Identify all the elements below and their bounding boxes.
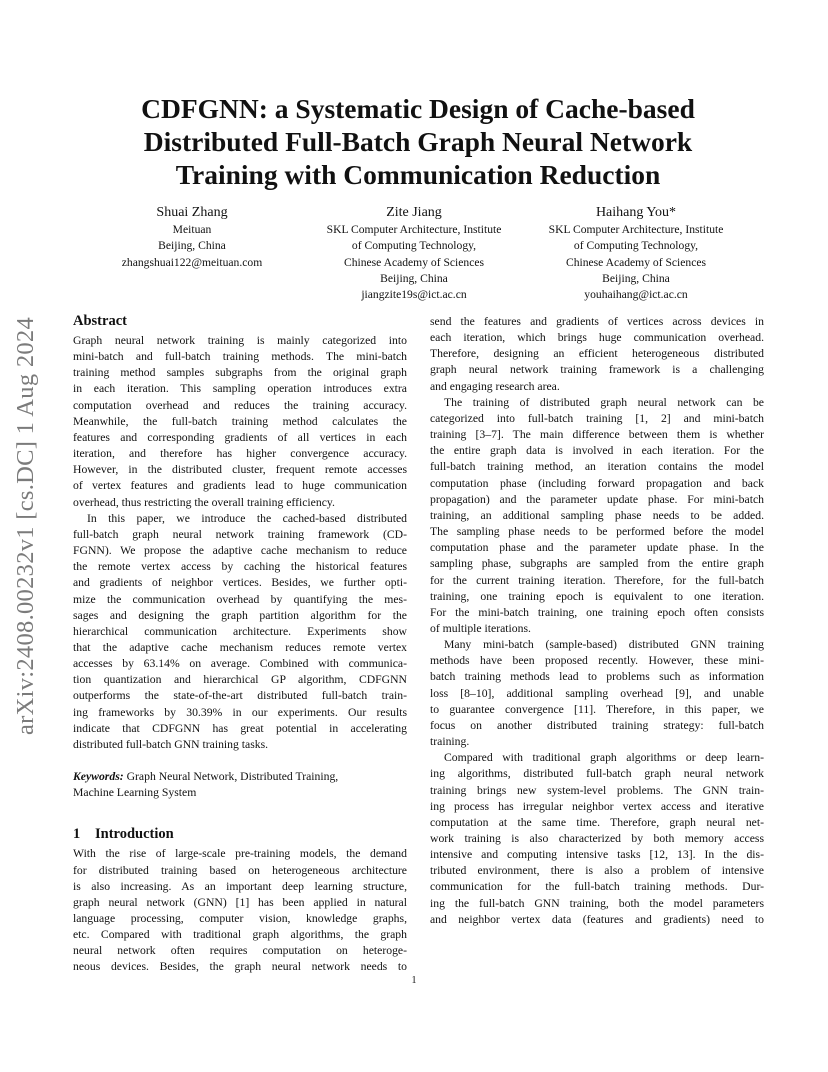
text-line: intensive and computing intensive tasks [12, 13]. In the dis- [430,848,764,862]
text-line: of multiple iterations. [430,621,531,635]
author-affiliation: of Computing Technology, [573,239,699,253]
section-heading [73,825,407,843]
body-paragraph [430,314,764,395]
text-line: Many mini-batch (sample-based) distributed GNN training [444,638,764,652]
text-line: and neighbor vertex data (features and gradients) need to [430,912,764,926]
text-line: mize the communication overhead by quantifying the mes- [73,592,407,606]
author-name: Haihang You* [595,205,677,220]
text-line: sampling phase, subgraphs are sampled from the entire graph [430,557,764,571]
text-line: sages and designing the graph partition algorithm for the [73,608,407,622]
author-location: Beijing, China [602,271,670,285]
text-line: the remote vertex access by caching the historical features [73,560,407,574]
text-line: is also increasing. As an important deep learning structure, [73,879,407,893]
text-line: computation at the same time. Therefore, graph neural net- [430,815,764,829]
text-line: for the current training iteration. Therefore, for the full-batch [430,573,764,587]
title-line: Training with Communication Reduction [175,159,661,190]
text-line: overhead, thus restricting the overall training efficiency. [73,495,335,509]
text-line: neural network often requires computation on heteroge- [73,944,407,958]
author-block [92,203,292,271]
text-line: training [3–7]. The main difference between them is whether [430,428,764,442]
text-line: work training is also characterized by both memory access [430,832,764,845]
text-line: ing algorithms, distributed full-batch graph neural network [430,767,764,781]
text-line: distributed full-batch GNN training tasks. [73,737,269,751]
text-line: graph neural network (GNN) [1] has been applied in natural [73,895,407,909]
abstract-heading: Abstract [73,313,127,329]
author-block [525,203,747,303]
author-affiliation: Chinese Academy of Sciences [343,255,485,269]
text-line: language processing, computer vision, knowledge graphs, [73,912,407,925]
text-line: FGNN). We propose the adaptive cache mechanism to reduce [73,544,407,558]
body-paragraph [430,395,764,637]
text-line: graph neural network training framework is a challenging [430,363,764,377]
text-line: ing process has irregular neighbor vertex access and iterative [430,799,764,813]
author-name: Shuai Zhang [156,205,228,220]
text-line: With the rise of large-scale pre-training models, the demand [73,847,407,861]
body-paragraph [430,750,764,928]
text-line: ing frameworks by 30.39% in our experiments. Our results [73,705,407,719]
text-line: the entire graph data is involved in each iteration. For the [430,444,764,458]
text-line: that the adaptive cache mechanism reduces remote vertex [73,640,407,654]
text-line: full-batch training method, an iteration contains the model [430,460,764,474]
text-line: hierarchical communication architecture. Experiments show [73,624,407,638]
left-column [73,312,407,976]
text-line: batch training methods lead to problems such as information [430,670,764,684]
text-line: accesses by 63.14% on average. Combined with communica- [73,657,407,671]
text-line: etc. Compared with traditional graph algorithms, the graph [73,928,407,942]
text-line: computation phase and the parameter update phase. In the [430,541,764,555]
text-line: computation phase (including forward propagation and back [430,476,764,490]
author-affiliation: SKL Computer Architecture, Institute [326,223,502,236]
paper-title [80,92,756,191]
text-line: iteration, and therefore has higher convergence accuracy. [73,447,407,461]
text-line [73,769,407,785]
text-line: training, an additional sampling phase needs to be added. [430,508,764,522]
text-line: However, in the distributed cluster, frequent remote accesses [73,463,407,477]
text-line: tributed environment, there is also a problem of intensive [430,864,764,878]
text-line: For the mini-batch training, one training epoch often consists [430,605,764,619]
text-line: send the features and gradients of vertices across devices in [430,315,764,328]
text-line: for distributed training based on heterogeneous architecture [73,863,407,877]
author-affiliation: Meituan [172,223,212,236]
text-line: Therefore, designing an efficient heterogeneous distributed [430,347,764,361]
author-affiliation: Chinese Academy of Sciences [565,255,707,269]
text-line: methods have been proposed recently. However, these mini- [430,654,764,668]
author-affiliation: SKL Computer Architecture, Institute [548,223,724,236]
author-email: jiangzite19s@ict.ac.cn [361,288,467,302]
author-location: Beijing, China [158,239,226,253]
author-affiliation: of Computing Technology, [351,239,477,253]
keywords-label: Keywords: [73,770,124,784]
text-line: each iteration, which brings huge communication overhead. [430,331,764,345]
text-line: neous devices. Besides, the graph neural network needs to [73,960,407,974]
text-line: training. [430,735,470,749]
page-number: 1 [411,975,417,986]
text-line: Machine Learning System [73,786,197,800]
text-line: propagation) and the parameter update phase. For mini-batch [430,492,764,506]
text-line: categorized into full-batch training [1, 2] and mini-batch [430,411,764,425]
text-line: training, one training epoch is equivalent to one iteration. [430,589,764,603]
text-line: and engaging research area. [430,379,560,393]
author-email: zhangshuai122@meituan.com [121,255,263,269]
section-number: 1 [73,826,81,843]
keywords-text: Graph Neural Network, Distributed Training, [123,770,339,784]
text-line: Compared with traditional graph algorithms or deep learn- [444,751,764,765]
text-line: in each iteration. This sampling operation introduces extra [73,382,407,396]
text-line: and gradients of neighbor vertices. Besides, we further opti- [73,576,407,590]
text-line: tion quantization and hierarchical GP algorithm, CDFGNN [73,673,407,687]
text-line: of vertex features and gradients lead to huge communication [73,479,407,493]
author-block [303,203,525,303]
text-line: ing the full-batch GNN training, both the model parameters [430,896,764,910]
text-line: full-batch graph neural network training framework (CD- [73,527,407,541]
arxiv-identifier: arXiv:2408.00232v1 [cs.DC] 1 Aug 2024 [12,316,39,736]
text-line: computation overhead and reduces the training accuracy. [73,398,407,412]
author-email: youhaihang@ict.ac.cn [584,288,688,302]
title-line: Distributed Full-Batch Graph Neural Network [143,126,693,157]
section-title: Introduction [95,826,174,843]
right-column [430,314,764,928]
text-line: outperforms the state-of-the-art distributed full-batch train- [73,689,407,703]
author-name: Zite Jiang [386,205,442,220]
abstract-paragraph [73,333,407,511]
text-line: The sampling phase needs to be performed before the model [430,525,764,539]
intro-paragraph [73,846,407,975]
text-line: mini-batch and full-batch training methods. The mini-batch [73,350,407,364]
text-line: features and corresponding gradients of all vertices in each [73,430,407,444]
text-line: indicate that CDFGNN has great potential in accelerating [73,721,407,735]
arxiv-sidebar [8,288,44,764]
text-line: The training of distributed graph neural network can be [444,395,764,409]
text-line: focus on another distributed training strategy: full-batch [430,718,764,732]
text-line: communication for the full-batch training methods. Dur- [430,880,764,894]
text-line: Meanwhile, the full-batch training method calculates the [73,414,407,428]
text-line: training method samples subgraphs from the original graph [73,366,407,380]
text-line: Graph neural network training is mainly categorized into [73,334,407,347]
title-line: CDFGNN: a Systematic Design of Cache-based [141,93,695,124]
keywords [73,769,407,801]
text-line: training brings new system-level problems. The GNN train- [430,783,764,797]
text-line: loss [8–10], additional sampling overhead [9], and unable [430,686,764,700]
text-line: In this paper, we introduce the cached-based distributed [87,511,407,525]
text-line: to guarantee convergence [11]. Therefore, in this paper, we [430,702,764,716]
abstract-paragraph [73,511,407,753]
author-location: Beijing, China [380,271,448,285]
body-paragraph [430,637,764,750]
